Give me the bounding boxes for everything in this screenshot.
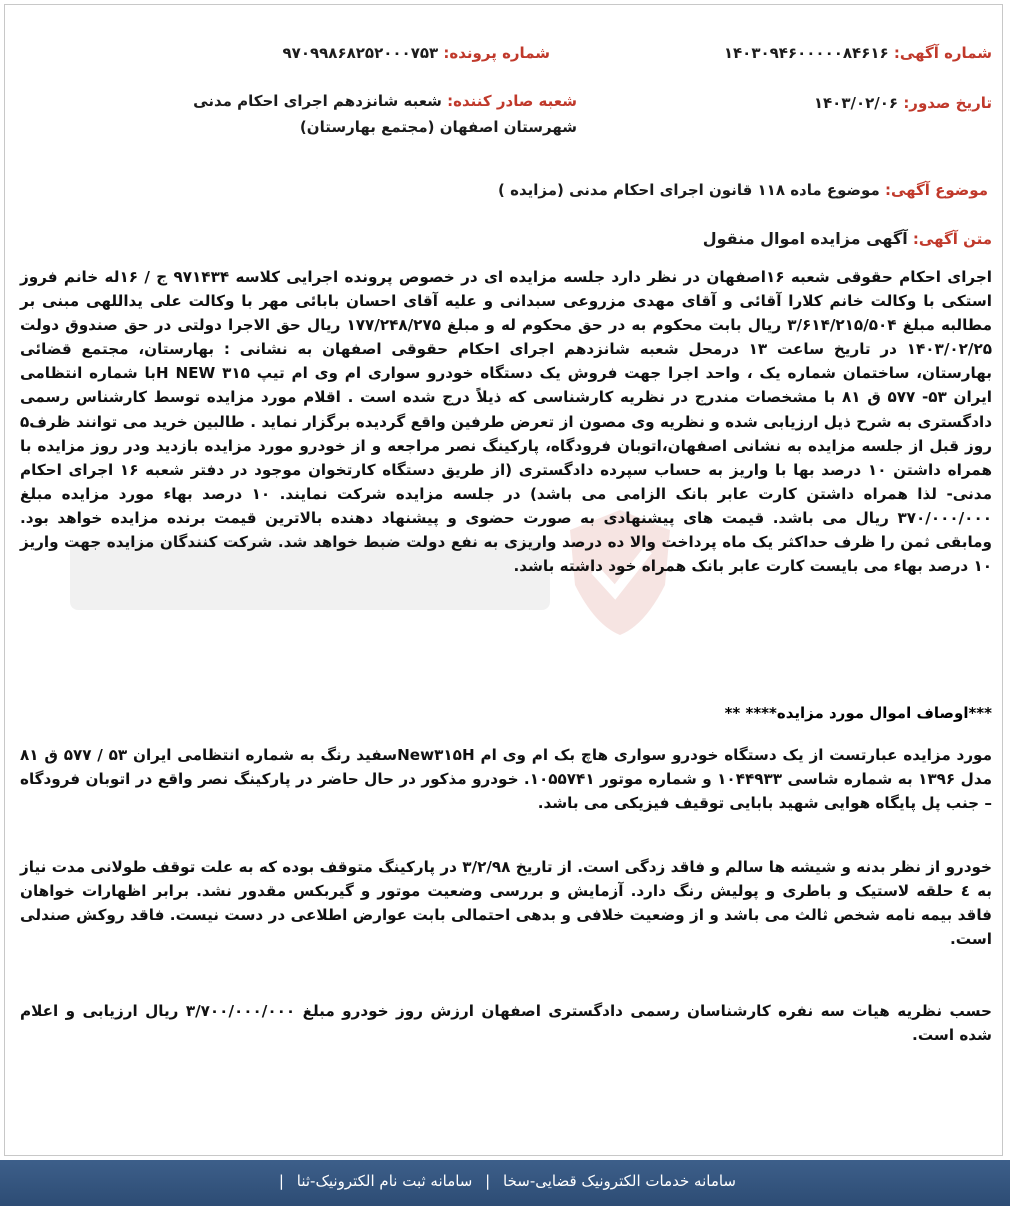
subject-row [498,181,988,199]
case-number-label: شماره پرونده: [443,44,550,62]
footer-link-sana[interactable]: سامانه ثبت نام الکترونیک-ثنا [296,1172,473,1190]
issuer-row [157,88,577,140]
footer-separator-end: | [278,1172,284,1190]
footer-bar [0,1160,1010,1206]
issue-date-label: تاریخ صدور: [903,94,992,112]
case-number-value: ۹۷۰۹۹۸۶۸۲۵۲۰۰۰۷۵۳ [282,44,439,62]
vehicle-description [20,743,992,815]
issue-date-row [814,94,992,112]
vehicle-condition [20,855,992,951]
issuer-label: شعبه صادر کننده: [447,92,577,110]
footer-separator: | [485,1172,491,1190]
issue-date-value: ۱۴۰۳/۰۲/۰۶ [813,94,899,112]
text-title: آگهی مزایده اموال منقول [702,229,908,248]
ad-number-label: شماره آگهی: [893,44,992,62]
notice-frame [4,4,1003,1156]
subject-value: موضوع ماده ۱۱۸ قانون اجرای احکام مدنی (مزایده ) [498,181,880,199]
issuer-value: شعبه شانزدهم اجرای احکام مدنی شهرستان اصفهان (مجتمع بهارستان) [193,92,577,136]
text-label: متن آگهی: [912,230,992,248]
valuation [20,999,992,1047]
ad-number-row [724,44,992,62]
paragraph-valuation: حسب نظریه هیات سه نفره کارشناسان رسمی دادگستری اصفهان ارزش روز خودرو مبلغ ۳/۷۰۰/۰۰۰/۰۰۰ ریال ارزیابی و اعلام شده است. [20,1002,992,1045]
ad-number-value: ۱۴۰۳۰۹۴۶۰۰۰۰۰۸۴۶۱۶ [723,44,889,62]
case-number-row [283,44,550,62]
footer-links [275,1172,740,1190]
paragraph-condition: خودرو از نظر بدنه و شیشه ها سالم و فاقد زدگی است. از تاریخ ۳/۲/۹۸ در پارکینگ متوقف بوده که به علت توقف طولانی مدت نیاز به ٤ حلقه لاستیک و باطری و پولیش رنگ دارد. آزمایش و بررسی وضعیت موتور و گیربکس مقدور نشد. برابر اظهارات خواهان فاقد بیمه نامه شخص ثالث می باشد و از وضعیت خلافی و بدهی احتمالی بابت عوارض اطلاعی در دست نیست. فاقد روکش صندلی است. [20,858,993,949]
footer-link-sakha[interactable]: سامانه خدمات الکترونیک قضایی-سخا [503,1172,736,1190]
paragraph-main: اجرای احکام حقوقی شعبه ۱۶اصفهان در نظر دارد جلسه مزایده ای در خصوص پرونده اجرایی کلاسه ۹۷۱۴۳۴ ج / ۱۶له خانم فروز استکی با وکالت خانم کلارا آقائی و آقای مهدی مزروعی سبدانی و علیه آقای احسان بابائی مهر با وکالت علی یداللهی مبنی بر مطالبه مبلغ ۳/۶۱۴/۲۱۵/۵۰۴ ریال بابت محکوم به در حق محکوم له و مبلغ ۱۷۷/۲۴۸/۲۷۵ ریال حق الاجرا دولتی در حق صندوق دولت ۱۴۰۳/۰۲/۲۵ در تاریخ ساعت ۱۳ درمحل شعبه شانزدهم اجرای احکام حقوقی اصفهان به نشانی : بهارستان، مجتمع قضائی بهارستان، ساختمان شماره یک ، واحد اجرا جهت فروش یک دستگاه خودرو سواری ام وی ام تیپ H NEW ۳۱۵با شماره انتظامی ایران ۵۳- ۵۷۷ ق ۸۱ با مشخصات مندرج در نظریه کارشناسی که ذیلاً درج شده است . اقلام مورد مزایده توسط کارشناس رسمی دادگستری به شرح ذیل ارزیابی شده و نظریه وی مصون از تعرض طرفین واقع گردیده برگزار نماید . طالبین خرید می توانند ظرف۵ روز قبل از جلسه مزایده به نشانی اصفهان،اتوبان فرودگاه، پارکینگ نصر مراجعه و از خودرو مورد مزایده بازدید ودر روز مزایده با همراه داشتن ۱۰ درصد بها با واریز به حساب سپرده دادگستری (از طریق دستگاه کارتخوان موجود در دفتر شعبه ۱۶ اجرای احکام مدنی- لذا همراه داشتن کارت عابر بانک الزامی می باشد) در جلسه مزایده شرکت نمایند. ۱۰ درصد بهاء مورد مزایده مبلغ ۳۷۰/۰۰۰/۰۰۰ ریال می باشد. قیمت های پیشنهادی به صورت حضوی و پیشنهاد دهنده بالاترین قیمت برنده مزایده خواهد بود. ومابقی ثمن را ظرف حداکثر یک ماه پرداخت والا ده درصد واریزی به نفع دولت ضبط خواهد شد. شرکت کنندگان مزایده جهت واریز ۱۰ درصد بهاء می بایست کارت عابر بانک همراه خود داشته باشد. [20,268,993,576]
section-heading: ***اوصاف اموال مورد مزایده**** ** [724,704,992,722]
subject-label: موضوع آگهی: [884,181,988,199]
text-title-row [703,229,992,248]
notice-body [20,265,992,578]
paragraph-vehicle: مورد مزایده عبارتست از یک دستگاه خودرو سواری هاچ بک ام وی ام New۳۱۵Hسفید رنگ به شماره انتظامی ایران ۵۳ / ۵۷۷ ق ۸۱ مدل ۱۳۹۶ به شماره شاسی ۱۰۴۴۹۳۳ و شماره موتور ۱۰۵۵۷۴۱. خودرو مذکور در حال حاضر در پارکینگ نصر واقع در اتوبان فرودگاه – جنب پل پایگاه هوایی شهید بابایی توقیف فیزیکی می باشد. [20,746,992,813]
